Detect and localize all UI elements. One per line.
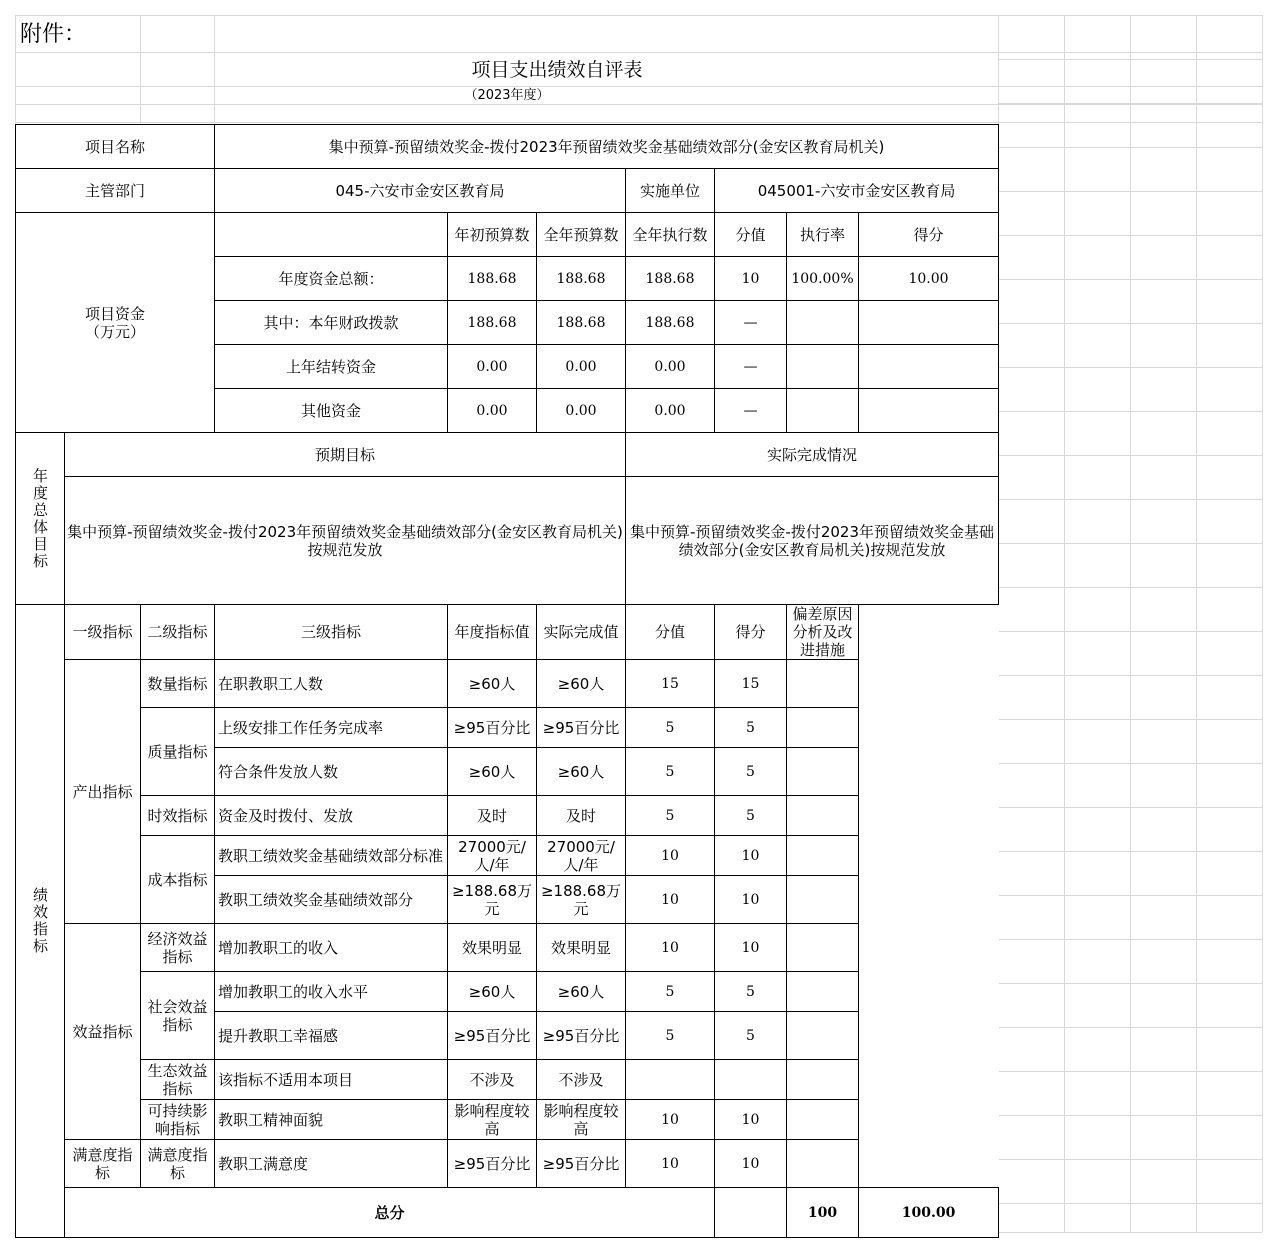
indicator-deviation (787, 1060, 859, 1100)
funds-annual: 0.00 (537, 389, 626, 433)
indicator-actual: ≥60人 (537, 972, 626, 1012)
funds-score-value: — (715, 345, 787, 389)
indicator-score: 10 (715, 924, 787, 972)
indicator-target: ≥60人 (448, 972, 537, 1012)
funds-score-value: — (715, 389, 787, 433)
funds-header-annual: 全年预算数 (537, 213, 626, 257)
total-label: 总分 (65, 1188, 715, 1238)
attachment-label: 附件： (20, 22, 87, 47)
funds-header-rate: 执行率 (787, 213, 859, 257)
indicator-row (16, 972, 999, 1012)
indicator-target: ≥188.68万元 (448, 876, 537, 924)
project-name-row (16, 125, 999, 169)
funds-header-score: 得分 (859, 213, 999, 257)
indicator-name: 教职工精神面貌 (215, 1100, 448, 1140)
indicator-score-value: 5 (626, 708, 715, 748)
level2-cost: 成本指标 (141, 836, 215, 924)
department-row (16, 169, 999, 213)
total-blank (715, 1188, 787, 1238)
indicator-deviation (787, 796, 859, 836)
indicator-actual: 影响程度较高 (537, 1100, 626, 1140)
indicator-target: ≥95百分比 (448, 1012, 537, 1060)
indicator-score (715, 1060, 787, 1100)
funds-label: 项目资金 （万元） (16, 213, 215, 433)
indicator-actual: ≥60人 (537, 748, 626, 796)
indicator-row (16, 660, 999, 708)
level2-quantity: 数量指标 (141, 660, 215, 708)
indicators-label: 绩效指标 (16, 605, 65, 1238)
funds-executed: 0.00 (626, 345, 715, 389)
indicator-name: 符合条件发放人数 (215, 748, 448, 796)
funds-annual: 0.00 (537, 345, 626, 389)
indicator-actual: 27000元/人/年 (537, 836, 626, 876)
funds-rate (787, 345, 859, 389)
impl-label: 实施单位 (626, 169, 715, 213)
indicator-name: 该指标不适用本项目 (215, 1060, 448, 1100)
indicator-score: 15 (715, 660, 787, 708)
level1-output: 产出指标 (65, 660, 141, 924)
indicator-target: ≥95百分比 (448, 1140, 537, 1188)
header-level3: 三级指标 (215, 605, 448, 660)
indicator-deviation (787, 836, 859, 876)
indicator-score-value: 10 (626, 836, 715, 876)
total-score: 100.00 (859, 1188, 999, 1238)
indicator-target: 27000元/人/年 (448, 836, 537, 876)
indicator-actual: 效果明显 (537, 924, 626, 972)
indicator-score-value: 5 (626, 796, 715, 836)
project-name-value: 集中预算-预留绩效奖金-拨付2023年预留绩效奖金基础绩效部分(金安区教育局机关) (215, 125, 999, 169)
level2-sustainable: 可持续影响指标 (141, 1100, 215, 1140)
goal-content-row (16, 477, 999, 605)
total-score-value: 100 (787, 1188, 859, 1238)
indicator-actual: ≥95百分比 (537, 708, 626, 748)
indicator-row (16, 1100, 999, 1140)
indicator-deviation (787, 972, 859, 1012)
indicator-score: 5 (715, 1012, 787, 1060)
goal-expected: 集中预算-预留绩效奖金-拨付2023年预留绩效奖金基础绩效部分(金安区教育局机关)按规范发放 (65, 477, 626, 605)
funds-score-value: — (715, 301, 787, 345)
level1-satisfaction: 满意度指标 (65, 1140, 141, 1188)
funds-row-label: 其他资金 (215, 389, 448, 433)
indicator-name: 上级安排工作任务完成率 (215, 708, 448, 748)
indicator-score-value: 15 (626, 660, 715, 708)
goal-actual: 集中预算-预留绩效奖金-拨付2023年预留绩效奖金基础绩效部分(金安区教育局机关)按规范发放 (626, 477, 999, 605)
indicator-score: 5 (715, 748, 787, 796)
indicator-score-value: 5 (626, 748, 715, 796)
indicator-deviation (787, 748, 859, 796)
indicator-deviation (787, 876, 859, 924)
funds-score: 10.00 (859, 257, 999, 301)
level1-benefit: 效益指标 (65, 924, 141, 1140)
indicator-row (16, 1060, 999, 1100)
indicator-actual: 不涉及 (537, 1060, 626, 1100)
indicator-actual: 及时 (537, 796, 626, 836)
indicator-row (16, 796, 999, 836)
funds-initial: 188.68 (448, 257, 537, 301)
evaluation-table (15, 124, 999, 1238)
goal-actual-header: 实际完成情况 (626, 433, 999, 477)
dept-value: 045-六安市金安区教育局 (215, 169, 626, 213)
total-row (16, 1188, 999, 1238)
indicator-row (16, 708, 999, 748)
header-target: 年度指标值 (448, 605, 537, 660)
indicator-score-value: 10 (626, 1100, 715, 1140)
header-level1: 一级指标 (65, 605, 141, 660)
funds-annual: 188.68 (537, 257, 626, 301)
funds-score (859, 301, 999, 345)
indicator-name: 在职教职工人数 (215, 660, 448, 708)
indicator-deviation (787, 924, 859, 972)
funds-executed: 188.68 (626, 257, 715, 301)
indicator-score-value (626, 1060, 715, 1100)
level2-satisfaction: 满意度指标 (141, 1140, 215, 1188)
header-deviation: 偏差原因分析及改进措施 (787, 605, 859, 660)
indicator-actual: ≥188.68万元 (537, 876, 626, 924)
indicator-score-value: 10 (626, 1140, 715, 1188)
goal-label: 年度总体目标 (16, 433, 65, 605)
indicator-score: 10 (715, 1100, 787, 1140)
funds-header-executed: 全年执行数 (626, 213, 715, 257)
header-level2: 二级指标 (141, 605, 215, 660)
level2-timeliness: 时效指标 (141, 796, 215, 836)
funds-executed: 0.00 (626, 389, 715, 433)
indicator-target: 及时 (448, 796, 537, 836)
indicator-target: 影响程度较高 (448, 1100, 537, 1140)
indicator-name: 增加教职工的收入 (215, 924, 448, 972)
indicator-deviation (787, 1140, 859, 1188)
indicator-deviation (787, 1100, 859, 1140)
year-label: （2023年度） (464, 88, 550, 103)
indicator-target: ≥60人 (448, 748, 537, 796)
level2-quality: 质量指标 (141, 708, 215, 796)
indicator-actual: ≥60人 (537, 660, 626, 708)
funds-score-value: 10 (715, 257, 787, 301)
goal-expected-header: 预期目标 (65, 433, 626, 477)
funds-annual: 188.68 (537, 301, 626, 345)
level2-ecological: 生态效益指标 (141, 1060, 215, 1100)
funds-rate: 100.00% (787, 257, 859, 301)
funds-header-row (16, 213, 999, 257)
header-score: 得分 (715, 605, 787, 660)
funds-initial: 0.00 (448, 389, 537, 433)
indicator-target: 不涉及 (448, 1060, 537, 1100)
indicator-row (16, 836, 999, 876)
header-score-value: 分值 (626, 605, 715, 660)
funds-header-score-value: 分值 (715, 213, 787, 257)
project-name-label: 项目名称 (16, 125, 215, 169)
page-title: 项目支出绩效自评表 (471, 59, 643, 81)
funds-score (859, 345, 999, 389)
funds-header-blank (215, 213, 448, 257)
funds-row-label: 上年结转资金 (215, 345, 448, 389)
indicator-row (16, 1140, 999, 1188)
indicator-score: 10 (715, 876, 787, 924)
indicator-name: 教职工满意度 (215, 1140, 448, 1188)
header-actual: 实际完成值 (537, 605, 626, 660)
indicator-deviation (787, 660, 859, 708)
dept-label: 主管部门 (16, 169, 215, 213)
indicator-score-value: 10 (626, 924, 715, 972)
funds-rate (787, 301, 859, 345)
indicator-deviation (787, 1012, 859, 1060)
indicator-deviation (787, 708, 859, 748)
indicator-score-value: 5 (626, 972, 715, 1012)
funds-row-label: 年度资金总额： (215, 257, 448, 301)
indicator-score: 5 (715, 972, 787, 1012)
funds-row-label: 其中：本年财政拨款 (215, 301, 448, 345)
indicator-target: 效果明显 (448, 924, 537, 972)
indicator-row (16, 924, 999, 972)
indicator-score: 10 (715, 1140, 787, 1188)
indicator-name: 提升教职工幸福感 (215, 1012, 448, 1060)
indicator-name: 资金及时拨付、发放 (215, 796, 448, 836)
level2-social: 社会效益指标 (141, 972, 215, 1060)
indicators-header-row (16, 605, 999, 660)
level2-economic: 经济效益指标 (141, 924, 215, 972)
indicator-score: 10 (715, 836, 787, 876)
indicator-score-value: 5 (626, 1012, 715, 1060)
indicator-target: ≥95百分比 (448, 708, 537, 748)
indicator-name: 教职工绩效奖金基础绩效部分 (215, 876, 448, 924)
indicator-actual: ≥95百分比 (537, 1140, 626, 1188)
funds-initial: 0.00 (448, 345, 537, 389)
indicator-score-value: 10 (626, 876, 715, 924)
funds-executed: 188.68 (626, 301, 715, 345)
funds-header-initial: 年初预算数 (448, 213, 537, 257)
impl-value: 045001-六安市金安区教育局 (715, 169, 999, 213)
indicator-actual: ≥95百分比 (537, 1012, 626, 1060)
indicator-name: 教职工绩效奖金基础绩效部分标准 (215, 836, 448, 876)
funds-rate (787, 389, 859, 433)
funds-score (859, 389, 999, 433)
indicator-target: ≥60人 (448, 660, 537, 708)
indicator-score: 5 (715, 708, 787, 748)
indicator-name: 增加教职工的收入水平 (215, 972, 448, 1012)
goal-header-row (16, 433, 999, 477)
indicator-score: 5 (715, 796, 787, 836)
funds-initial: 188.68 (448, 301, 537, 345)
